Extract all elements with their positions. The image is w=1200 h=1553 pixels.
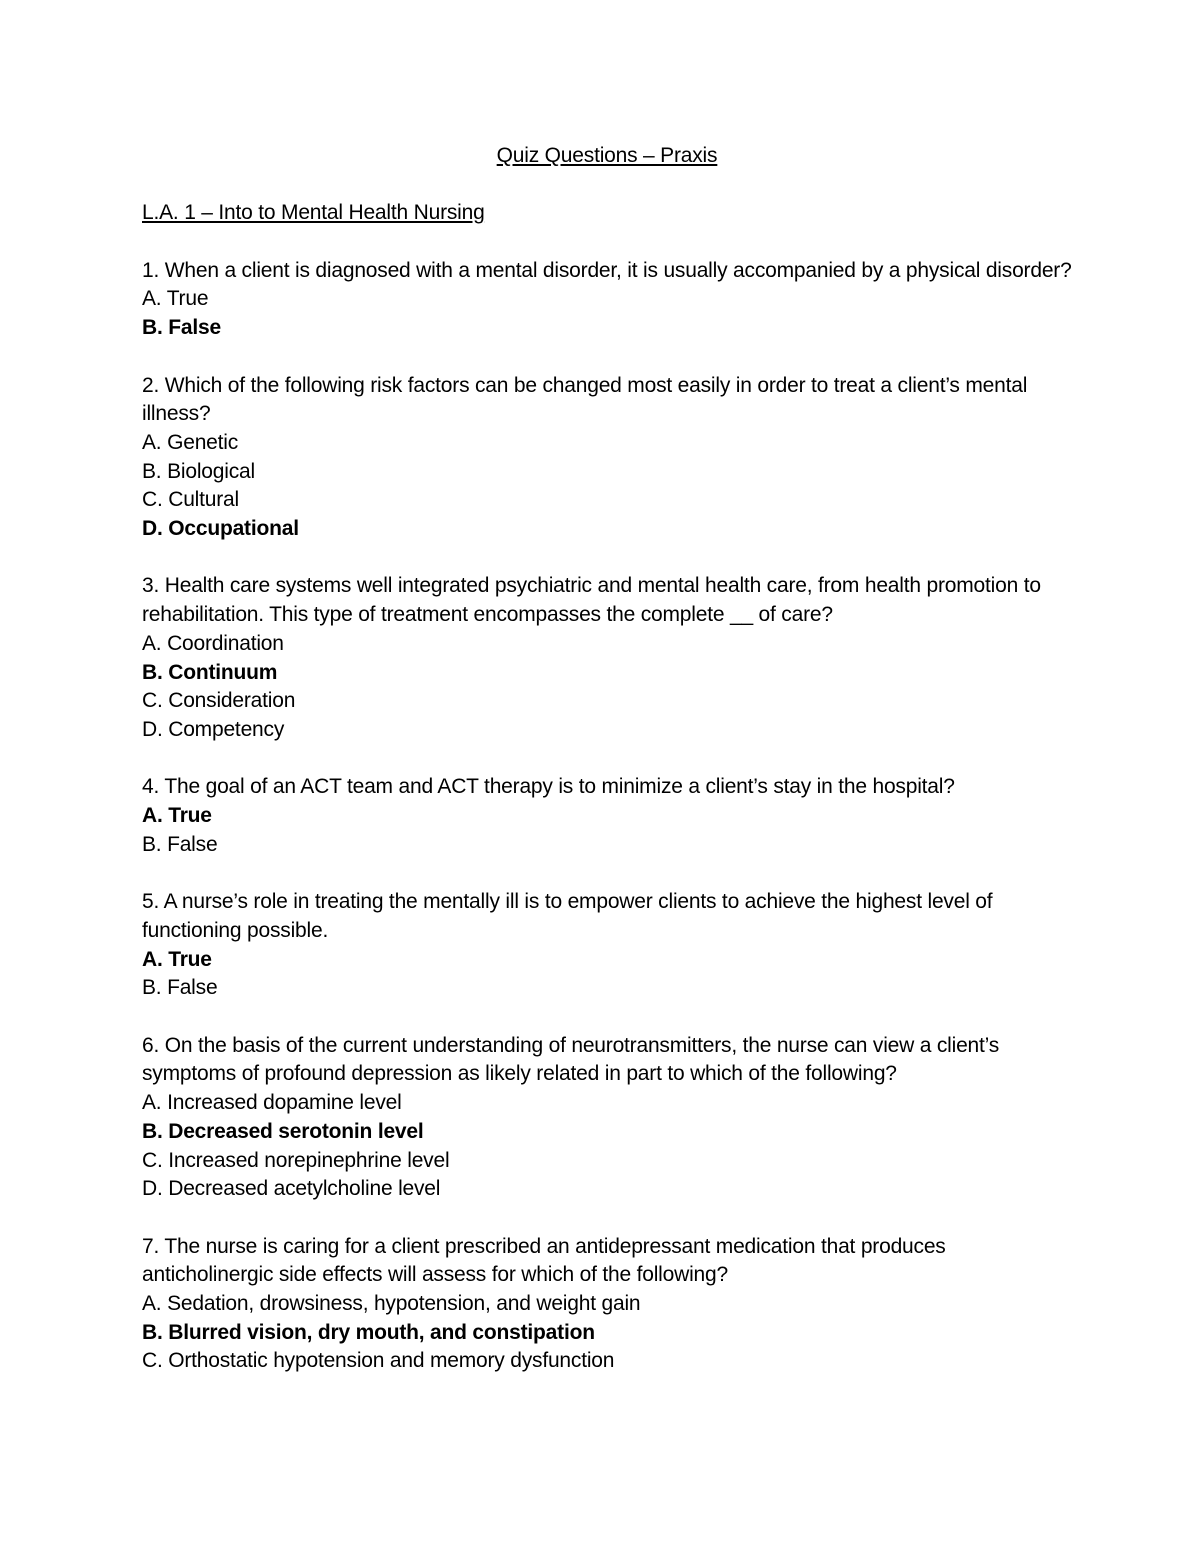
- answer-option: A. Sedation, drowsiness, hypotension, and weight gain: [142, 1292, 641, 1315]
- question-2: [142, 372, 1072, 544]
- answer-option-correct: B. Blurred vision, dry mouth, and constipation: [142, 1320, 595, 1344]
- question-text: 7. The nurse is caring for a client prescribed an antidepressant medication that produces anticholinergic side effects will assess for which of the following?: [142, 1234, 946, 1287]
- answer-option-correct: B. False: [142, 316, 221, 340]
- answer-option: A. True: [142, 287, 209, 311]
- answer-option: A. Genetic: [142, 430, 239, 454]
- answer-option: D. Competency: [142, 718, 285, 741]
- document-content: [142, 142, 1072, 1376]
- answer-option-correct: B. Decreased serotonin level: [142, 1119, 424, 1143]
- question-text: 4. The goal of an ACT team and ACT therapy is to minimize a client’s stay in the hospital?: [142, 775, 955, 799]
- section-heading: L.A. 1 – Into to Mental Health Nursing: [142, 201, 485, 225]
- spacer: [142, 544, 1072, 573]
- answer-option: C. Increased norepinephrine level: [142, 1148, 450, 1172]
- question-5: [142, 888, 1072, 1003]
- question-1: [142, 257, 1072, 343]
- answer-option-correct: D. Occupational: [142, 517, 299, 541]
- answer-option: B. False: [142, 832, 218, 856]
- answer-option: C. Cultural: [142, 488, 239, 512]
- answer-option: B. False: [142, 976, 218, 1000]
- question-list: [142, 228, 1072, 1376]
- question-3: [142, 572, 1072, 744]
- spacer: [142, 343, 1072, 372]
- question-text: 1. When a client is diagnosed with a mental disorder, it is usually accompanied by a physical disorder?: [142, 258, 1072, 282]
- answer-option: A. Coordination: [142, 631, 284, 655]
- answer-option: C. Consideration: [142, 689, 296, 713]
- spacer: [142, 745, 1072, 774]
- question-text: 2. Which of the following risk factors can be changed most easily in order to treat a client’s mental illness?: [142, 373, 1028, 426]
- spacer: [142, 228, 1072, 257]
- answer-option: A. Increased dopamine level: [142, 1091, 402, 1115]
- spacer: [142, 860, 1072, 889]
- question-text: 5. A nurse’s role in treating the mentally ill is to empower clients to achieve the highest level of functioning possible.: [142, 890, 993, 942]
- spacer: [142, 171, 1072, 200]
- answer-option-correct: A. True: [142, 804, 212, 828]
- question-text: 3. Health care systems well integrated psychiatric and mental health care, from health promotion to rehabilitation. This type of treatment encompasses the complete __ of care?: [142, 574, 1041, 627]
- answer-option: C. Orthostatic hypotension and memory dysfunction: [142, 1349, 615, 1373]
- answer-option-correct: A. True: [142, 947, 212, 971]
- question-text: 6. On the basis of the current understanding of neurotransmitters, the nurse can view a client’s symptoms of profound depression as likely related in part to which of the following?: [142, 1033, 1000, 1086]
- answer-option: B. Biological: [142, 459, 255, 483]
- answer-option-correct: B. Continuum: [142, 660, 278, 684]
- spacer: [142, 1003, 1072, 1032]
- answer-option: D. Decreased acetylcholine level: [142, 1177, 441, 1201]
- spacer: [142, 1204, 1072, 1233]
- question-6: [142, 1032, 1072, 1204]
- document-title: Quiz Questions – Praxis: [496, 144, 718, 167]
- question-7: [142, 1233, 1072, 1377]
- question-4: [142, 773, 1072, 859]
